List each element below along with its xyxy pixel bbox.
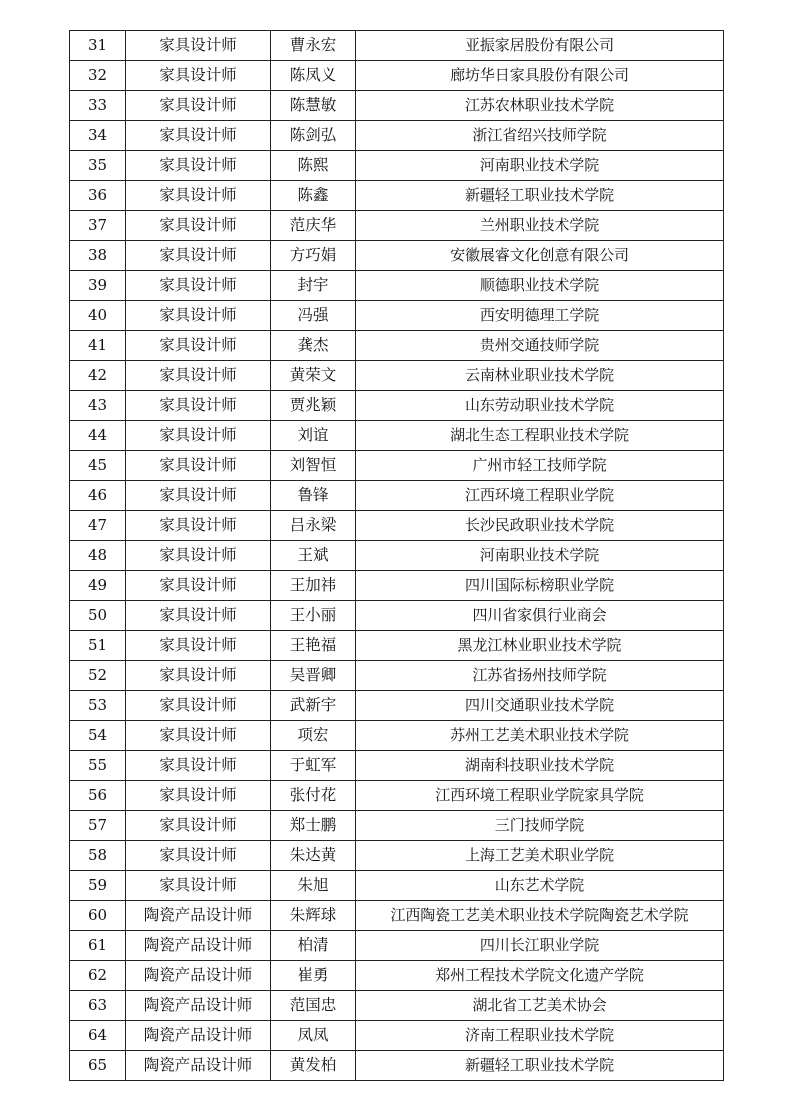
table-row — [70, 871, 724, 901]
row-institution: 顺德职业技术学院 — [356, 271, 724, 301]
row-person-name: 凤凤 — [271, 1021, 356, 1051]
row-profession: 家具设计师 — [126, 121, 271, 151]
row-institution: 湖南科技职业技术学院 — [356, 751, 724, 781]
row-person-name: 柏清 — [271, 931, 356, 961]
row-institution: 河南职业技术学院 — [356, 541, 724, 571]
row-institution: 山东劳动职业技术学院 — [356, 391, 724, 421]
row-institution: 江苏农林职业技术学院 — [356, 91, 724, 121]
row-number: 47 — [70, 511, 126, 541]
table-row — [70, 451, 724, 481]
row-institution: 三门技师学院 — [356, 811, 724, 841]
table-row — [70, 211, 724, 241]
row-profession: 家具设计师 — [126, 661, 271, 691]
row-profession: 家具设计师 — [126, 871, 271, 901]
row-number: 38 — [70, 241, 126, 271]
row-number: 44 — [70, 421, 126, 451]
row-person-name: 龚杰 — [271, 331, 356, 361]
row-person-name: 陈熙 — [271, 151, 356, 181]
row-number: 50 — [70, 601, 126, 631]
row-person-name: 朱达黄 — [271, 841, 356, 871]
table-row — [70, 751, 724, 781]
row-profession: 家具设计师 — [126, 511, 271, 541]
row-institution: 湖北省工艺美术协会 — [356, 991, 724, 1021]
table-row — [70, 721, 724, 751]
row-institution: 四川交通职业技术学院 — [356, 691, 724, 721]
row-profession: 家具设计师 — [126, 841, 271, 871]
table-row — [70, 181, 724, 211]
roster-sheet — [69, 30, 723, 1081]
table-row — [70, 841, 724, 871]
table-row — [70, 421, 724, 451]
row-institution: 江西环境工程职业学院家具学院 — [356, 781, 724, 811]
row-person-name: 范国忠 — [271, 991, 356, 1021]
row-profession: 家具设计师 — [126, 481, 271, 511]
row-number: 51 — [70, 631, 126, 661]
row-person-name: 刘谊 — [271, 421, 356, 451]
table-row — [70, 511, 724, 541]
row-institution: 江西环境工程职业学院 — [356, 481, 724, 511]
row-person-name: 吴晋卿 — [271, 661, 356, 691]
table-row — [70, 781, 724, 811]
row-number: 34 — [70, 121, 126, 151]
table-row — [70, 241, 724, 271]
row-number: 65 — [70, 1051, 126, 1081]
roster-table — [69, 30, 724, 1081]
table-row — [70, 91, 724, 121]
row-person-name: 陈凤义 — [271, 61, 356, 91]
row-person-name: 郑士鹏 — [271, 811, 356, 841]
row-institution: 苏州工艺美术职业技术学院 — [356, 721, 724, 751]
row-institution: 河南职业技术学院 — [356, 151, 724, 181]
row-number: 45 — [70, 451, 126, 481]
row-institution: 江西陶瓷工艺美术职业技术学院陶瓷艺术学院 — [356, 901, 724, 931]
table-row — [70, 361, 724, 391]
row-person-name: 王艳福 — [271, 631, 356, 661]
row-number: 55 — [70, 751, 126, 781]
table-row — [70, 31, 724, 61]
row-number: 52 — [70, 661, 126, 691]
row-person-name: 于虹军 — [271, 751, 356, 781]
row-number: 35 — [70, 151, 126, 181]
row-person-name: 吕永梁 — [271, 511, 356, 541]
row-profession: 家具设计师 — [126, 391, 271, 421]
row-person-name: 朱辉球 — [271, 901, 356, 931]
row-person-name: 刘智恒 — [271, 451, 356, 481]
row-number: 33 — [70, 91, 126, 121]
row-profession: 陶瓷产品设计师 — [126, 1021, 271, 1051]
row-number: 60 — [70, 901, 126, 931]
row-number: 39 — [70, 271, 126, 301]
table-row — [70, 1051, 724, 1081]
row-institution: 云南林业职业技术学院 — [356, 361, 724, 391]
row-number: 49 — [70, 571, 126, 601]
row-person-name: 黄荣文 — [271, 361, 356, 391]
row-number: 40 — [70, 301, 126, 331]
row-institution: 长沙民政职业技术学院 — [356, 511, 724, 541]
row-number: 48 — [70, 541, 126, 571]
row-institution: 济南工程职业技术学院 — [356, 1021, 724, 1051]
row-institution: 西安明德理工学院 — [356, 301, 724, 331]
row-profession: 家具设计师 — [126, 451, 271, 481]
row-profession: 家具设计师 — [126, 271, 271, 301]
row-institution: 广州市轻工技师学院 — [356, 451, 724, 481]
table-row — [70, 301, 724, 331]
row-institution: 新疆轻工职业技术学院 — [356, 1051, 724, 1081]
row-person-name: 项宏 — [271, 721, 356, 751]
table-row — [70, 1021, 724, 1051]
row-institution: 浙江省绍兴技师学院 — [356, 121, 724, 151]
row-number: 62 — [70, 961, 126, 991]
row-person-name: 冯强 — [271, 301, 356, 331]
row-profession: 陶瓷产品设计师 — [126, 961, 271, 991]
row-person-name: 黄发柏 — [271, 1051, 356, 1081]
row-person-name: 封宇 — [271, 271, 356, 301]
row-profession: 陶瓷产品设计师 — [126, 991, 271, 1021]
row-profession: 家具设计师 — [126, 301, 271, 331]
table-row — [70, 991, 724, 1021]
row-profession: 家具设计师 — [126, 721, 271, 751]
row-person-name: 贾兆颖 — [271, 391, 356, 421]
row-person-name: 朱旭 — [271, 871, 356, 901]
row-institution: 湖北生态工程职业技术学院 — [356, 421, 724, 451]
table-row — [70, 61, 724, 91]
row-person-name: 方巧娟 — [271, 241, 356, 271]
row-person-name: 张付花 — [271, 781, 356, 811]
row-number: 57 — [70, 811, 126, 841]
row-number: 41 — [70, 331, 126, 361]
row-person-name: 王小丽 — [271, 601, 356, 631]
roster-table-body — [70, 31, 724, 1081]
row-number: 37 — [70, 211, 126, 241]
table-row — [70, 601, 724, 631]
table-row — [70, 631, 724, 661]
row-profession: 家具设计师 — [126, 541, 271, 571]
row-number: 64 — [70, 1021, 126, 1051]
row-profession: 陶瓷产品设计师 — [126, 931, 271, 961]
row-profession: 家具设计师 — [126, 811, 271, 841]
row-institution: 四川省家俱行业商会 — [356, 601, 724, 631]
row-institution: 山东艺术学院 — [356, 871, 724, 901]
row-profession: 陶瓷产品设计师 — [126, 901, 271, 931]
row-institution: 上海工艺美术职业学院 — [356, 841, 724, 871]
row-number: 46 — [70, 481, 126, 511]
row-profession: 家具设计师 — [126, 751, 271, 781]
table-row — [70, 571, 724, 601]
row-number: 61 — [70, 931, 126, 961]
row-person-name: 陈剑弘 — [271, 121, 356, 151]
row-institution: 廊坊华日家具股份有限公司 — [356, 61, 724, 91]
table-row — [70, 661, 724, 691]
row-person-name: 鲁锋 — [271, 481, 356, 511]
row-profession: 家具设计师 — [126, 241, 271, 271]
row-profession: 家具设计师 — [126, 31, 271, 61]
row-person-name: 武新宇 — [271, 691, 356, 721]
row-institution: 兰州职业技术学院 — [356, 211, 724, 241]
row-number: 56 — [70, 781, 126, 811]
row-number: 53 — [70, 691, 126, 721]
row-profession: 家具设计师 — [126, 211, 271, 241]
row-institution: 贵州交通技师学院 — [356, 331, 724, 361]
row-person-name: 王加祎 — [271, 571, 356, 601]
table-row — [70, 961, 724, 991]
row-number: 43 — [70, 391, 126, 421]
row-number: 63 — [70, 991, 126, 1021]
row-profession: 家具设计师 — [126, 151, 271, 181]
row-institution: 四川国际标榜职业学院 — [356, 571, 724, 601]
row-profession: 家具设计师 — [126, 631, 271, 661]
table-row — [70, 931, 724, 961]
table-row — [70, 121, 724, 151]
row-institution: 黑龙江林业职业技术学院 — [356, 631, 724, 661]
row-person-name: 崔勇 — [271, 961, 356, 991]
row-profession: 家具设计师 — [126, 691, 271, 721]
row-institution: 安徽展睿文化创意有限公司 — [356, 241, 724, 271]
table-row — [70, 691, 724, 721]
table-row — [70, 271, 724, 301]
row-institution: 江苏省扬州技师学院 — [356, 661, 724, 691]
row-person-name: 陈慧敏 — [271, 91, 356, 121]
row-profession: 家具设计师 — [126, 571, 271, 601]
row-profession: 家具设计师 — [126, 181, 271, 211]
row-profession: 家具设计师 — [126, 601, 271, 631]
table-row — [70, 391, 724, 421]
row-institution: 亚振家居股份有限公司 — [356, 31, 724, 61]
row-institution: 郑州工程技术学院文化遗产学院 — [356, 961, 724, 991]
row-profession: 家具设计师 — [126, 781, 271, 811]
row-number: 31 — [70, 31, 126, 61]
row-profession: 家具设计师 — [126, 91, 271, 121]
row-number: 32 — [70, 61, 126, 91]
table-row — [70, 901, 724, 931]
row-profession: 家具设计师 — [126, 61, 271, 91]
row-number: 54 — [70, 721, 126, 751]
row-number: 58 — [70, 841, 126, 871]
row-number: 42 — [70, 361, 126, 391]
row-profession: 家具设计师 — [126, 361, 271, 391]
row-institution: 四川长江职业学院 — [356, 931, 724, 961]
row-person-name: 陈鑫 — [271, 181, 356, 211]
table-row — [70, 541, 724, 571]
row-profession: 陶瓷产品设计师 — [126, 1051, 271, 1081]
row-institution: 新疆轻工职业技术学院 — [356, 181, 724, 211]
table-row — [70, 331, 724, 361]
table-row — [70, 811, 724, 841]
row-number: 36 — [70, 181, 126, 211]
row-profession: 家具设计师 — [126, 421, 271, 451]
table-row — [70, 151, 724, 181]
row-person-name: 范庆华 — [271, 211, 356, 241]
row-profession: 家具设计师 — [126, 331, 271, 361]
table-row — [70, 481, 724, 511]
row-person-name: 王斌 — [271, 541, 356, 571]
row-person-name: 曹永宏 — [271, 31, 356, 61]
row-number: 59 — [70, 871, 126, 901]
